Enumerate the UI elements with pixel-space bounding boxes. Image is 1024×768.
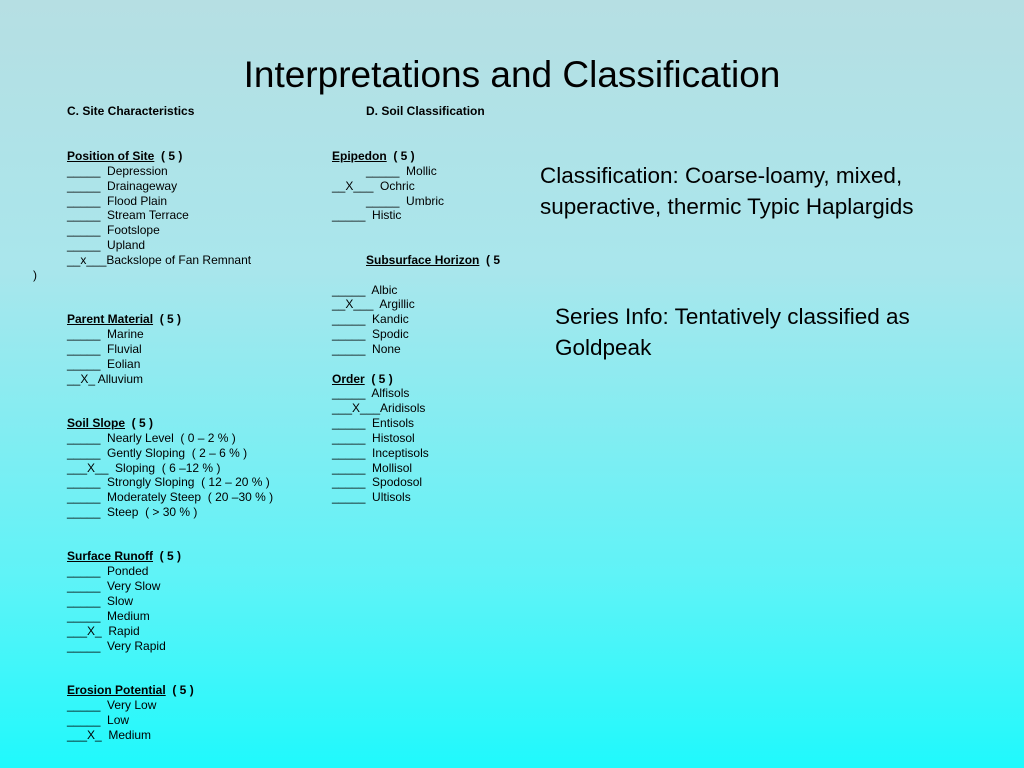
- subsurface-item-none: _____ None: [332, 342, 401, 356]
- parent-item-alluvium: __X_ Alluvium: [67, 372, 144, 386]
- parent-material-label: Parent Material: [67, 312, 154, 326]
- series-info-text: Series Info: Tentatively classified as Goldpeak: [555, 304, 910, 360]
- classification-text: Classification: Coarse-loamy, mixed, superactive, thermic Typic Haplargids: [540, 163, 914, 219]
- erosion-potential-heading: [67, 683, 194, 698]
- parent-material-heading: [67, 312, 181, 327]
- parent-item-eolian: _____ Eolian: [67, 357, 141, 371]
- runoff-item-slow: _____ Slow: [67, 594, 134, 608]
- subsurface-item-argillic: __X___ Argillic: [332, 297, 415, 311]
- erosion-item-medium: ___X_ Medium: [67, 728, 152, 742]
- subsurface-horizon-label: Subsurface Horizon: [366, 253, 480, 267]
- order-item-mollisol: _____ Mollisol: [332, 461, 413, 475]
- position-item-footslope: _____ Footslope: [67, 223, 160, 237]
- position-of-site-points: ( 5 ): [154, 149, 183, 163]
- epipedon-item-histic: _____ Histic: [332, 208, 402, 222]
- surface-runoff-heading: [67, 549, 181, 564]
- site-characteristics-header: C. Site Characteristics: [67, 104, 195, 118]
- epipedon-heading: [332, 149, 415, 164]
- position-of-site-heading: [67, 149, 182, 164]
- slope-item-gently-sloping: _____ Gently Sloping ( 2 – 6 % ): [67, 446, 248, 460]
- epipedon-item-mollic: _____ Mollic: [366, 164, 437, 178]
- epipedon-item-ochric: __X___ Ochric: [332, 179, 415, 193]
- subsurface-item-albic: _____ Albic: [332, 283, 398, 297]
- order-item-entisols: _____ Entisols: [332, 416, 415, 430]
- runoff-item-very-slow: _____ Very Slow: [67, 579, 161, 593]
- subsurface-item-spodic: _____ Spodic: [332, 327, 409, 341]
- erosion-item-low: _____ Low: [67, 713, 130, 727]
- order-item-histosol: _____ Histosol: [332, 431, 415, 445]
- parent-material-points: ( 5 ): [153, 312, 182, 326]
- subsurface-item-kandic: _____ Kandic: [332, 312, 409, 326]
- epipedon-item-umbric: _____ Umbric: [366, 194, 445, 208]
- parent-item-fluvial: _____ Fluvial: [67, 342, 142, 356]
- erosion-potential-points: ( 5 ): [165, 683, 194, 697]
- order-item-inceptisols: _____ Inceptisols: [332, 446, 429, 460]
- position-item-stream-terrace: _____ Stream Terrace: [67, 208, 189, 222]
- parent-item-marine: _____ Marine: [67, 327, 144, 341]
- order-item-spodosol: _____ Spodosol: [332, 475, 423, 489]
- slide-title: Interpretations and Classification: [243, 54, 781, 95]
- order-item-ultisols: _____ Ultisols: [332, 490, 411, 504]
- subsurface-horizon-heading: [366, 253, 500, 268]
- position-item-depression: _____ Depression: [67, 164, 168, 178]
- epipedon-points: ( 5 ): [386, 149, 415, 163]
- subsurface-horizon-points: ( 5: [479, 253, 501, 267]
- epipedon-label: Epipedon: [332, 149, 387, 163]
- position-item-flood-plain: _____ Flood Plain: [67, 194, 168, 208]
- runoff-item-very-rapid: _____ Very Rapid: [67, 639, 166, 653]
- erosion-item-very-low: _____ Very Low: [67, 698, 157, 712]
- order-item-aridisols: ___X___Aridisols: [332, 401, 426, 415]
- slope-item-steep: _____ Steep ( > 30 % ): [67, 505, 198, 519]
- slope-item-sloping: ___X__ Sloping ( 6 –12 % ): [67, 461, 221, 475]
- soil-slope-points: ( 5 ): [125, 416, 154, 430]
- position-of-site-label: Position of Site: [67, 149, 155, 163]
- order-heading: [332, 372, 393, 387]
- slope-item-moderately-steep: _____ Moderately Steep ( 20 –30 % ): [67, 490, 274, 504]
- order-item-alfisols: _____ Alfisols: [332, 386, 410, 400]
- position-wrap-paren: ): [33, 268, 37, 282]
- soil-slope-heading: [67, 416, 153, 431]
- runoff-item-rapid: ___X_ Rapid: [67, 624, 140, 638]
- soil-slope-label: Soil Slope: [67, 416, 126, 430]
- erosion-potential-label: Erosion Potential: [67, 683, 166, 697]
- position-item-drainageway: _____ Drainageway: [67, 179, 178, 193]
- soil-classification-header: D. Soil Classification: [366, 104, 485, 118]
- runoff-item-ponded: _____ Ponded: [67, 564, 149, 578]
- surface-runoff-label: Surface Runoff: [67, 549, 154, 563]
- position-item-upland: _____ Upland: [67, 238, 146, 252]
- runoff-item-medium: _____ Medium: [67, 609, 150, 623]
- slope-item-strongly-sloping: _____ Strongly Sloping ( 12 – 20 % ): [67, 475, 270, 489]
- order-points: ( 5 ): [364, 372, 393, 386]
- slope-item-nearly-level: _____ Nearly Level ( 0 – 2 % ): [67, 431, 236, 445]
- order-label: Order: [332, 372, 365, 386]
- position-item-backslope: __x___Backslope of Fan Remnant: [67, 253, 252, 267]
- surface-runoff-points: ( 5 ): [153, 549, 182, 563]
